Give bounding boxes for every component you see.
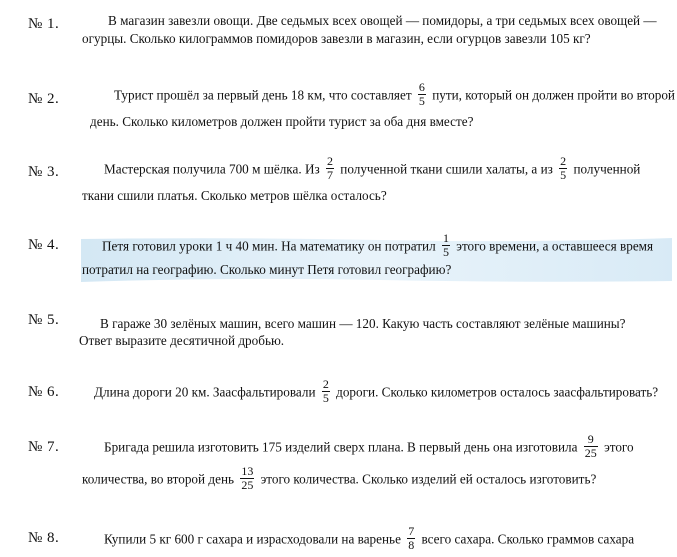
fraction-denominator: 7 <box>326 168 333 182</box>
problem-text-line: В гараже 30 зелёных машин, всего машин — 120. Какую часть составляют зелёные машины? <box>100 316 626 331</box>
problem-text-line: В магазин завезли овощи. Две седьмых всех овощей — помидоры, а три седьмых всех овощей — <box>108 13 657 28</box>
problem-text-line <box>102 231 654 261</box>
fraction-numerator: 2 <box>560 154 567 168</box>
fraction-numerator: 2 <box>322 377 329 391</box>
fraction-denominator: 5 <box>418 94 425 108</box>
fraction-numerator: 6 <box>418 80 425 94</box>
fraction-denominator: 25 <box>241 478 254 492</box>
text-segment: Турист прошёл за первый день 18 км, что составляет <box>114 87 412 103</box>
fraction <box>407 525 415 552</box>
problem-text-line <box>94 377 659 407</box>
problem-text-line: ткани сшили платья. Сколько метров шёлка осталось? <box>82 188 387 203</box>
fraction <box>322 378 330 405</box>
fraction-denominator: 8 <box>408 538 415 552</box>
text-segment: Купили 5 кг 600 г сахара и израсходовали на варенье <box>104 531 401 547</box>
problem-number: № 6. <box>28 384 60 400</box>
text-segment: полученной <box>573 161 641 177</box>
fraction-denominator: 25 <box>584 446 597 460</box>
text-segment: Петя готовил уроки 1 ч 40 мин. На математику он потратил <box>102 238 436 254</box>
fraction-denominator: 5 <box>322 391 329 405</box>
problem-text-line: Ответ выразите десятичной дробью. <box>79 333 285 348</box>
problem-text-line: огурцы. Сколько килограммов помидоров завезли в магазин, если огурцов завезли 105 кг? <box>82 31 591 46</box>
fraction-denominator: 5 <box>442 245 449 259</box>
fraction-numerator: 7 <box>408 524 415 538</box>
fraction-denominator: 5 <box>560 168 567 182</box>
text-segment: полученной ткани сшили халаты, а из <box>340 161 553 177</box>
problem-number: № 4. <box>28 237 60 253</box>
text-segment: Бригада решила изготовить 175 изделий сверх плана. В первый день она изготовила <box>104 439 578 455</box>
fraction-numerator: 13 <box>241 464 254 478</box>
fraction <box>584 433 598 460</box>
problem-text-line <box>104 432 634 462</box>
problem-number: № 2. <box>28 91 60 107</box>
fraction-numerator: 1 <box>442 231 449 245</box>
fraction-numerator: 2 <box>326 154 333 168</box>
fraction <box>418 81 426 108</box>
problem-text-line: потратил на географию. Сколько минут Петя готовил географию? <box>82 262 452 277</box>
problem-text-line: день. Сколько километров должен пройти турист за оба дня вместе? <box>90 114 474 129</box>
problem-number: № 1. <box>28 16 60 32</box>
text-segment: всего сахара. Сколько граммов сахара <box>421 531 635 547</box>
text-segment: пути, который он должен пройти во второй <box>432 87 675 103</box>
problem-text-line <box>104 154 641 184</box>
problem-number: № 3. <box>28 164 60 180</box>
fraction <box>326 155 334 182</box>
fraction <box>442 232 450 259</box>
problem-text-line <box>114 80 675 110</box>
fraction <box>240 465 254 492</box>
problem-number: № 7. <box>28 439 60 455</box>
text-segment: Мастерская получила 700 м шёлка. Из <box>104 161 320 177</box>
text-segment: Длина дороги 20 км. Заасфальтировали <box>94 384 316 400</box>
text-segment: этого времени, а оставшееся время <box>456 238 654 254</box>
text-segment: количества, во второй день <box>82 471 235 487</box>
text-segment: этого количества. Сколько изделий ей осталось изготовить? <box>260 471 597 487</box>
fraction-numerator: 9 <box>584 433 598 447</box>
text-segment: дороги. Сколько километров осталось заасфальтировать? <box>336 384 659 400</box>
fraction <box>559 155 567 182</box>
problem-text-line <box>82 464 597 494</box>
problem-number: № 8. <box>28 530 60 546</box>
text-segment: этого <box>604 439 634 455</box>
problem-number: № 5. <box>28 312 60 328</box>
problem-text-line <box>104 524 635 554</box>
